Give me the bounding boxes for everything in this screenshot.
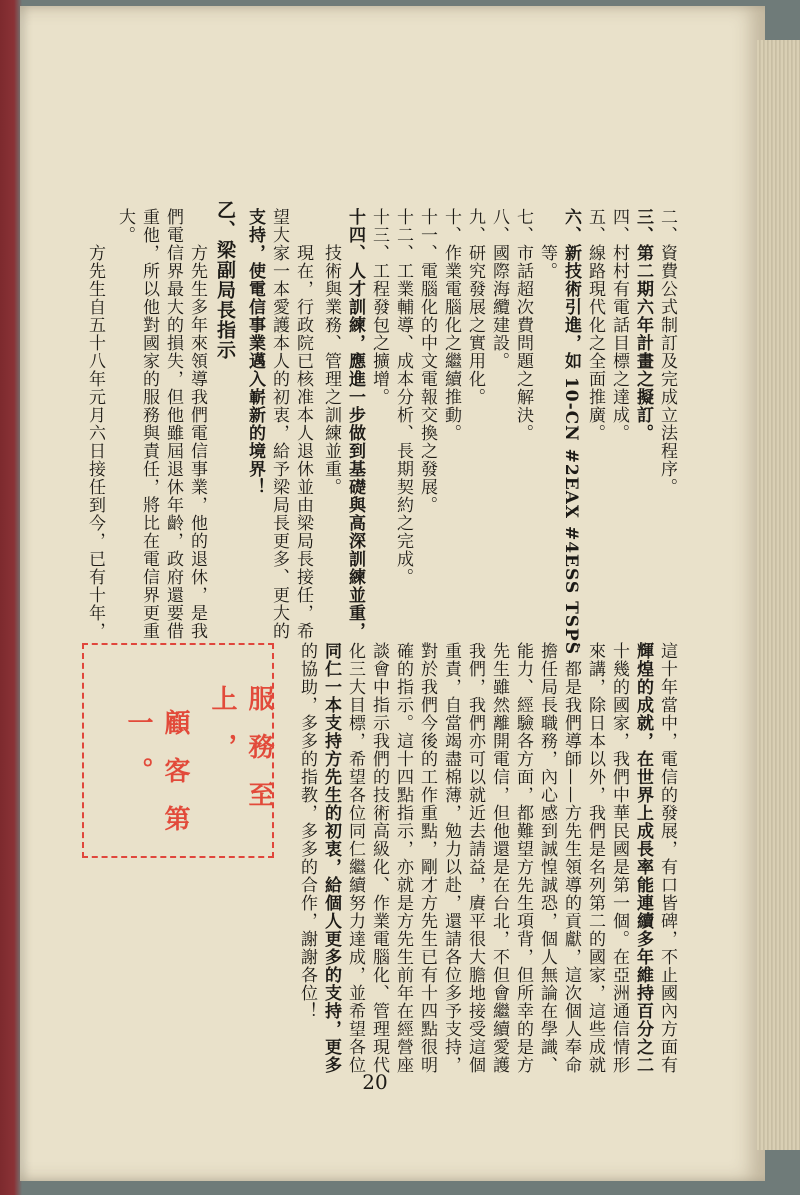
paragraph-line: 現在，行政院已核准本人退休並由梁局長接任，希 <box>293 208 313 640</box>
lower-line: 這十年當中，電信的發展，有口皆碑，不止國內方面有 <box>657 642 677 1074</box>
stamp-slogan-2: 顧客第一。 <box>123 709 190 853</box>
upper-item: 十二、工業輔導、成本分析、長期契約之完成。 <box>393 208 413 586</box>
lower-line: 擔任局長職務，內心感到誠惶誠恐，個人無論在學識、 <box>537 642 557 1074</box>
lower-line: 輝煌的成就，在世界上成長率能連續多年維持百分之二 <box>633 642 653 1074</box>
lower-line: 同仁一本支持方先生的初衷，給個人更多的支持，更多 <box>321 642 341 1074</box>
page-edges <box>757 40 800 1150</box>
section-heading: 乙、梁副局長指示 <box>214 200 236 360</box>
upper-item: 二、資費公式制訂及完成立法程序。 <box>657 208 677 496</box>
page-number: 20 <box>362 1070 388 1094</box>
paragraph-line: 重他，所以他對國家的服務與責任，將比在電信界更重 <box>139 208 159 640</box>
lower-line: 重責，自當竭盡棉薄，勉力以赴，還請各位多予支持， <box>441 642 461 1074</box>
paragraph-line: 大。 <box>115 208 135 244</box>
upper-item: 十三、工程發包之擴增。 <box>369 208 389 406</box>
lower-line: 的協助，多多的指教，多多的合作，謝謝各位！ <box>297 642 317 1020</box>
lower-line: 十幾的國家，我們中華民國是第一個。在亞洲通信情形 <box>609 642 629 1074</box>
lower-line: ，都是我們導師——方先生領導的貢獻，這次個人奉命 <box>561 642 581 1074</box>
lower-line: 確的指示。這十四點指示，亦就是方先生前年在經營座 <box>393 642 413 1074</box>
paragraph-line: 支持，使電信事業邁入嶄新的境界！ <box>245 208 265 496</box>
lower-line: 談會中指示我們的技術高級化、作業電腦化、管理現代 <box>369 642 389 1074</box>
lower-line: 對於我們今後的工作重點，剛才方先生已有十四點很明 <box>417 642 437 1074</box>
lower-line: 我們，我們亦可以就近去請益，賡平很大膽地接受這個 <box>465 642 485 1074</box>
upper-item: 七、市話超次費問題之解決。 <box>513 208 533 442</box>
upper-item: 三、第二期六年計畫之擬訂。 <box>633 208 653 442</box>
upper-item: 八、國際海纜建設。 <box>489 208 509 370</box>
upper-item: 等。 <box>537 208 557 280</box>
upper-item: 四、村村有電話目標之達成。 <box>609 208 629 442</box>
upper-item: 技術與業務、管理之訓練並重。 <box>321 208 341 496</box>
upper-item: 六、新技術引進，如 10-CN #2EAX #4ESS TSPS <box>561 208 581 656</box>
upper-item: 九、研究發展之實用化。 <box>465 208 485 406</box>
stamp-slogan-1: 服務至上， <box>207 685 274 829</box>
paragraph-line: 望大家一本愛護本人的初衷，給予梁局長更多、更大的 <box>269 208 289 640</box>
upper-item: 十四、人才訓練，應進一步做到基礎與高深訓練並重， <box>345 208 365 640</box>
paragraph-line: 方先生多年來領導我們電信事業，他的退休，是我 <box>187 208 207 640</box>
lower-line: 先生雖然離開電信，但他還是在台北，不但會繼續愛護 <box>489 642 509 1074</box>
lower-line: 化三大目標，希望各位同仁繼續努力達成，並希望各位 <box>345 642 365 1074</box>
paragraph-line: 們電信界最大的損失，但他雖屆退休年齡，政府還要借 <box>163 208 183 640</box>
red-stamp-box <box>82 643 274 858</box>
lower-line: 來講，除日本以外，我們是名列第二的國家，這些成就 <box>585 642 605 1074</box>
lower-line: 能力、經驗各方面，都難望方先生項背，但所幸的是方 <box>513 642 533 1074</box>
upper-item: 十一、電腦化的中文電報交換之發展。 <box>417 208 437 514</box>
upper-item: 五、線路現代化之全面推廣。 <box>585 208 605 442</box>
upper-item: 十、作業電腦化之繼續推動。 <box>441 208 461 442</box>
paragraph-line: 方先生自五十八年元月六日接任到今，已有十年， <box>85 208 105 640</box>
